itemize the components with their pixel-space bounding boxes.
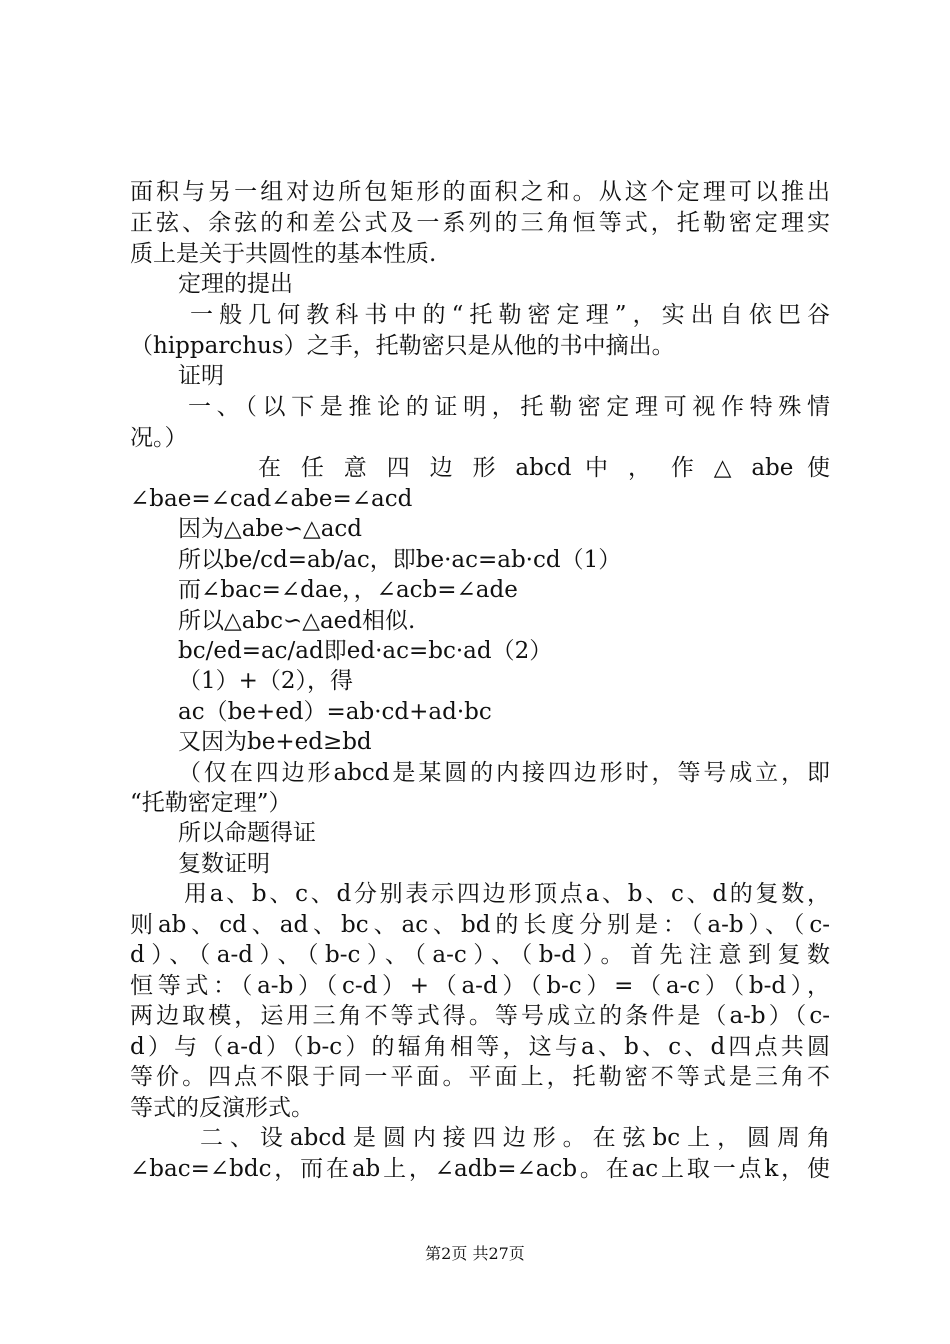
paragraph-line: （hipparchus）之手，托勒密只是从他的书中摘出。 <box>130 333 675 359</box>
formula-line: ∠bae=∠cad∠abe=∠acd <box>130 486 413 512</box>
formula-line: 因为△abe∽△acd <box>178 516 363 542</box>
paragraph-line: 所以命题得证 <box>178 820 316 846</box>
paragraph-line: 等式的反演形式。 <box>130 1095 314 1121</box>
section-heading: 定理的提出 <box>178 271 293 297</box>
formula-line: 而∠bac=∠dae，，∠acb=∠ade <box>178 577 518 603</box>
paragraph-line: 正弦、余弦的和差公式及一系列的三角恒等式，托勒密定理实 <box>130 210 830 236</box>
formula-line: （1）+（2），得 <box>178 668 354 694</box>
paragraph-line: 则ab、cd、ad、bc、ac、bd的长度分别是：（a-b）、（c- <box>130 912 830 938</box>
paragraph-line: 一、（以下是推论的证明，托勒密定理可视作特殊情 <box>188 394 830 420</box>
paragraph-line: 质上是关于共圆性的基本性质. <box>130 241 437 267</box>
paragraph-line: 一般几何教科书中的“托勒密定理”，实出自依巴谷 <box>190 302 830 328</box>
formula-line: 所以△abc∽△aed相似. <box>178 608 416 634</box>
paragraph-line: 二、设abcd是圆内接四边形。在弦bc上，圆周角 <box>200 1125 830 1151</box>
paragraph-line: 况。） <box>130 425 188 451</box>
paragraph-line: 恒等式：（a-b）（c-d）+（a-d）（b-c）=（a-c）（b-d）， <box>130 973 830 999</box>
formula-line: 所以be/cd=ab/ac，即be·ac=ab·cd（1） <box>178 547 622 573</box>
paragraph-line: 两边取模，运用三角不等式得。等号成立的条件是（a-b）（c- <box>130 1003 830 1029</box>
paragraph-line: 等价。四点不限于同一平面。平面上，托勒密不等式是三角不 <box>130 1064 830 1090</box>
paragraph-line: 面积与另一组对边所包矩形的面积之和。从这个定理可以推出 <box>130 179 830 205</box>
paragraph-line: 用a、b、c、d分别表示四边形顶点a、b、c、d的复数， <box>184 881 830 907</box>
paragraph-line: ∠bac=∠bdc，而在ab上，∠adb=∠acb。在ac上取一点k，使 <box>130 1156 830 1182</box>
paragraph-line: d）与（a-d）（b-c）的辐角相等，这与a、b、c、d四点共圆 <box>130 1034 830 1060</box>
page-footer: 第2页 共27页 <box>425 1244 525 1263</box>
paragraph-line: 在 任 意 四 边 形 abcd 中 ， 作 △ abe 使 <box>258 455 830 481</box>
section-heading: 复数证明 <box>178 851 270 877</box>
formula-line: ac（be+ed）=ab·cd+ad·bc <box>178 699 492 725</box>
formula-line: bc/ed=ac/ad即ed·ac=bc·ad（2） <box>178 638 553 664</box>
formula-line: 又因为be+ed≥bd <box>178 729 372 755</box>
section-heading: 证明 <box>178 363 224 389</box>
paragraph-line: d）、（a-d）、（b-c）、（a-c）、（b-d）。首先注意到复数 <box>130 942 830 968</box>
paragraph-line: “托勒密定理”） <box>130 790 292 816</box>
paragraph-line: （仅在四边形abcd是某圆的内接四边形时，等号成立，即 <box>178 760 830 786</box>
